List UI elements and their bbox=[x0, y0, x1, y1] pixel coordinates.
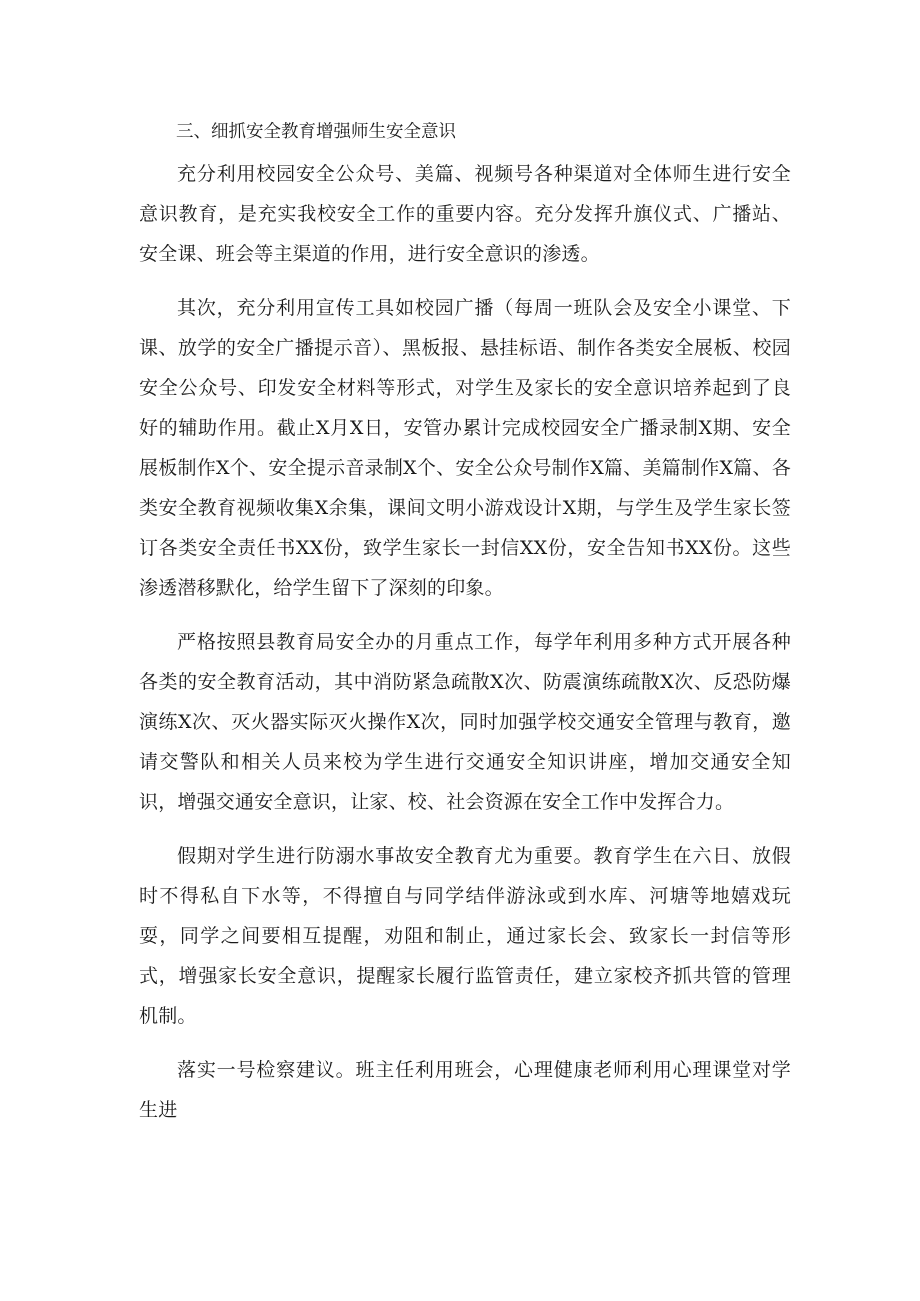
paragraph-procuratorate: 落实一号检察建议。班主任利用班会，心理健康老师利用心理课堂对学生进 bbox=[139, 1059, 791, 1121]
paragraph-drowning: 假期对学生进行防溺水事故安全教育尤为重要。教育学生在六日、放假时不得私自下水等，不得擅自与同学结伴游泳或到水库、河塘等地嬉戏玩耍，同学之间要相互提醒，劝阻和制止，通过家长会、致家长一封信等形式，增强家长安全意识，提醒家长履行监管责任，建立家校齐抓共管的管理机制。 bbox=[139, 845, 791, 1027]
paragraph-channels: 充分利用校园安全公众号、美篇、视频号各种渠道对全体师生进行安全意识教育，是充实我校安全工作的重要内容。充分发挥升旗仪式、广播站、安全课、班会等主渠道的作用，进行安全意识的渗透。 bbox=[139, 163, 791, 265]
paragraph-drills: 严格按照县教育局安全办的月重点工作，每学年利用多种方式开展各种各类的安全教育活动，其中消防紧急疏散X次、防震演练疏散X次、反恐防爆演练X次、灭火器实际灭火操作X次，同时加强学校交通安全管理与教育，邀请交警队和相关人员来校为学生进行交通安全知识讲座，增加交通安全知识，增强交通安全意识，让家、校、社会资源在安全工作中发挥合力。 bbox=[139, 631, 791, 813]
paragraph-publicity: 其次，充分利用宣传工具如校园广播（每周一班队会及安全小课堂、下课、放学的安全广播提示音）、黑板报、悬挂标语、制作各类安全展板、校园安全公众号、印发安全材料等形式，对学生及家长的安全意识培养起到了良好的辅助作用。截止X月X日，安管办累计完成校园安全广播录制X期、安全展板制作X个、安全提示音录制X个、安全公众号制作X篇、美篇制作X篇、各类安全教育视频收集X余集，课间文明小游戏设计X期，与学生及学生家长签订各类安全责任书XX份，致学生家长一封信XX份，安全告知书XX份。这些渗透潜移默化，给学生留下了深刻的印象。 bbox=[139, 297, 791, 599]
document-page bbox=[139, 112, 791, 1144]
section-heading: 三、细抓安全教育增强师生安全意识 bbox=[176, 122, 456, 142]
